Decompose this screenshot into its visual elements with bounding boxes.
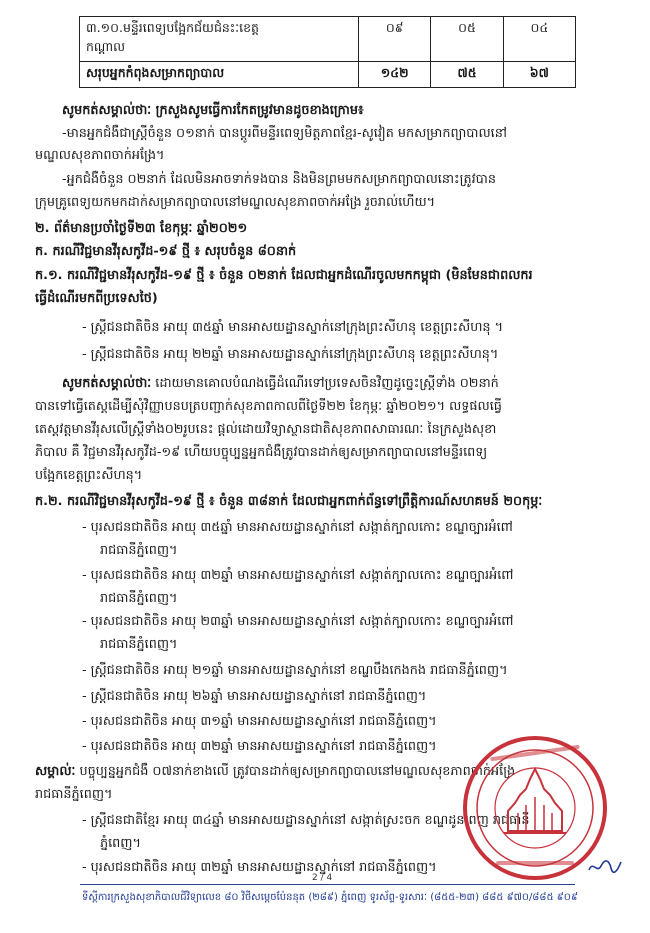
case-item: - បុរសជនជាតិចិន អាយុ ៣៥ឆ្នាំ មានអាសយដ្ឋានស្នាក់នៅ សង្កាត់ក្បាលកោះ ខណ្ឌច្បារអំពៅ [82,520,513,535]
subsection-a2-heading: ក.២. ករណីវិជ្ជមានវីរុសកូវីដ-១៩ ថ្មី ៖ ចំនួន ៣៨នាក់ ដែលជាអ្នកពាក់ព័ន្ធទៅព្រឹត្តិការណ៍សហគមន៍ ២០កុម្ភៈ [35,494,543,509]
note-paragraph: -អ្នកជំងឺចំនួន ០២នាក់ ដែលមិនអាចទាក់ទងបាន និងមិនព្រមមកសម្រាកព្យាបាលនោះត្រូវបាន [62,172,496,187]
table-cell-label [80,17,359,62]
case-item: - បុរសជនជាតិចិន អាយុ ៣២ឆ្នាំ មានអាសយដ្ឋានស្នាក់នៅ រាជធានីភ្នំពេញ។ [82,860,437,875]
subsection-heading: ក. ករណីវិជ្ជមានវីរុសកូវីដ-១៩ ថ្មី ៖ សរុបចំនួន ៨០នាក់ [35,244,297,259]
a1-note-line: បានទៅធ្វើតេស្តដើម្បីសុំវិញ្ញាបនបត្របញ្ជាក់សុខភាពកាលពីថ្ងៃទី២២ ខែកុម្ភៈ ឆ្នាំ២០២១។ លទ្ធផលធ្វើ [35,399,502,414]
signature-icon [587,856,623,876]
table-cell-value: ០៤ [503,17,575,62]
a1-note-line: បង្អែកខេត្តព្រះសីហនុ។ [35,468,143,483]
case-item: - ស្ត្រីជនជាតិចិន អាយុ ២១ឆ្នាំ មានអាសយដ្ឋានស្នាក់នៅ ខណ្ឌបឹងកេងកង រាជធានីភ្នំពេញ។ [82,663,508,678]
table-cell-total: ០៩ [359,17,431,62]
table-row-total [80,62,576,88]
note-paragraph: -មានអ្នកជំងឺជាស្ត្រីចំនួន ០១នាក់ បានប្ដូរពីមន្ទីរពេទ្យមិត្តភាពខ្មែរ-សូវៀត មកសម្រាកព្យាបាលនៅ [62,126,507,141]
case-item: - បុរសជនជាតិចិន អាយុ ៣១ឆ្នាំ មានអាសយដ្ឋានស្នាក់នៅ រាជធានីភ្នំពេញ។ [82,714,437,729]
page-number: 2 / 4 [312,873,333,883]
table-cell-value: ០៥ [431,17,503,62]
patients-table [79,16,576,88]
footer-divider [80,884,575,885]
case-item: - ស្ត្រីជនជាតិចិន អាយុ ២៦ឆ្នាំ មានអាសយដ្ឋានស្នាក់នៅ រាជធានីភ្នំពេញ។ [82,689,427,704]
a2-note-text: បច្ចុប្បន្នអ្នកជំងឺ ០៧នាក់ខាងលើ ត្រូវបានដាក់ឲ្យសម្រាកព្យាបាលនៅមណ្ឌលសុខភាពចាក់អង្រែ [75,764,516,779]
a1-note-line: តេស្តវត្តមានវីរុសលើស្ត្រីទាំង០២រូបនេះ ផ្តល់ដោយវិទ្យាស្ថានជាតិសុខភាពសាធារណៈ នៃក្រសួងសុខា [35,422,497,437]
table-cell-label: សរុបអ្នកកំពុងសម្រាកព្យាបាល [80,62,359,88]
case-item: - បុរសជនជាតិចិន អាយុ ៣២ឆ្នាំ មានអាសយដ្ឋានស្នាក់នៅ សង្កាត់ក្បាលកោះ ខណ្ឌច្បារអំពៅ [82,568,514,583]
table-cell-value: ៧៥ [431,62,503,88]
case-item: - ស្ត្រីជនជាតិចិន អាយុ ៣៥ឆ្នាំ មានអាសយដ្ឋានស្នាក់នៅក្រុងព្រះសីហនុ ខេត្តព្រះសីហនុ ។ [82,320,504,335]
a1-note-line: ភិបាល គឺ វិជ្ជមានវីរុសកូវីដ-១៩ ហើយបច្ចុប្បន្នអ្នកជំងឺត្រូវបានដាក់ឲ្យសម្រាកព្យាបាលនៅមន្ទីរពេទ្យ [35,445,488,460]
a1-note [62,374,642,393]
table-row [80,17,576,62]
case-item-cont: រាជធានីភ្នំពេញ។ [100,591,178,606]
footer-address: ទីស្ដីការក្រសួងសុខាភិបាលជីវិទ្យាលេខ ៨០ វិថីសម្ដេចប៉ែននុត (២៨៩) ភ្នំពេញ ទូរស័ព្ទ-ទូរសារៈ (៨៥៥-២៣) ៨៨៥ ៩៧០/៨៨៥ ៩០៩ [82,892,578,903]
row-label-cont: កណ្ដាល [86,39,126,54]
case-item: - ស្ត្រីជនជាតិខ្មែរ អាយុ ៣៤ឆ្នាំ មានអាសយដ្ឋានស្នាក់នៅ សង្កាត់ស្រះចក ខណ្ឌដូនពេញ រាជធានី [82,813,530,828]
a2-note-head: សម្គាល់ៈ [35,764,76,779]
subsection-a1-heading: ក.១. ករណីវិជ្ជមានវីរុសកូវីដ-១៩ ថ្មី ៖ ចំនួន ០២នាក់ ដែលជាអ្នកដំណើរចូលមកកម្ពុជា (មិនមែនជាពលករ [35,268,533,283]
row-label: ៣.១០.មន្ទីរពេទ្យបង្អែកជ័យជំនះៈខេត្ត [86,20,259,35]
note-paragraph: មណ្ឌលសុខភាពចាក់អង្រែ។ [35,148,165,163]
a1-note-head: សូមកត់សម្គាល់ថាៈ [62,376,152,391]
note-paragraph: ក្រុមគ្រូពេទ្យយកមកដាក់សម្រាកព្យាបាលនៅមណ្ឌលសុខភាពចាក់អង្រែ រួចរាល់ហើយ។ [35,195,436,210]
section-heading: ២. ព័ត៌មានប្រចាំថ្ងៃទី២៣ ខែកុម្ភៈ ឆ្នាំ២០២១ [35,221,248,236]
case-item: - បុរសជនជាតិចិន អាយុ ២៣ឆ្នាំ មានអាសយដ្ឋានស្នាក់នៅ សង្កាត់ក្បាលកោះ ខណ្ឌច្បារអំពៅ [82,614,514,629]
subsection-a1-heading-cont: ធ្វើដំណើរមកពីប្រទេសថៃ) [35,291,158,306]
case-item-cont: ភ្នំពេញ។ [100,836,141,851]
note-title: សូមកត់សម្គាល់ថាៈ ក្រសួងសូមធ្វើការកែតម្រូវមានដូចខាងក្រោម៖ [62,103,364,118]
a1-note-text: ដោយមានគោលបំណងធ្វើដំណើរទៅប្រទេសចិនវិញដូច្នេះស្ត្រីទាំង ០២នាក់ [151,376,499,391]
table-cell-value: ៦៧ [503,62,575,88]
case-item-cont: រាជធានីភ្នំពេញ។ [100,637,178,652]
case-item: - ស្ត្រីជនជាតិចិន អាយុ ២២ឆ្នាំ មានអាសយដ្ឋានស្នាក់នៅក្រុងព្រះសីហនុ ខេត្តព្រះសីហនុ។ [82,347,499,362]
table-cell-total: ១៤២ [359,62,431,88]
case-item-cont: រាជធានីភ្នំពេញ។ [100,543,178,558]
a2-note-line: រាជធានីភ្នំពេញ។ [35,787,113,802]
case-item: - បុរសជនជាតិចិន អាយុ ៣២ឆ្នាំ មានអាសយដ្ឋានស្នាក់នៅ រាជធានីភ្នំពេញ។ [82,739,437,754]
